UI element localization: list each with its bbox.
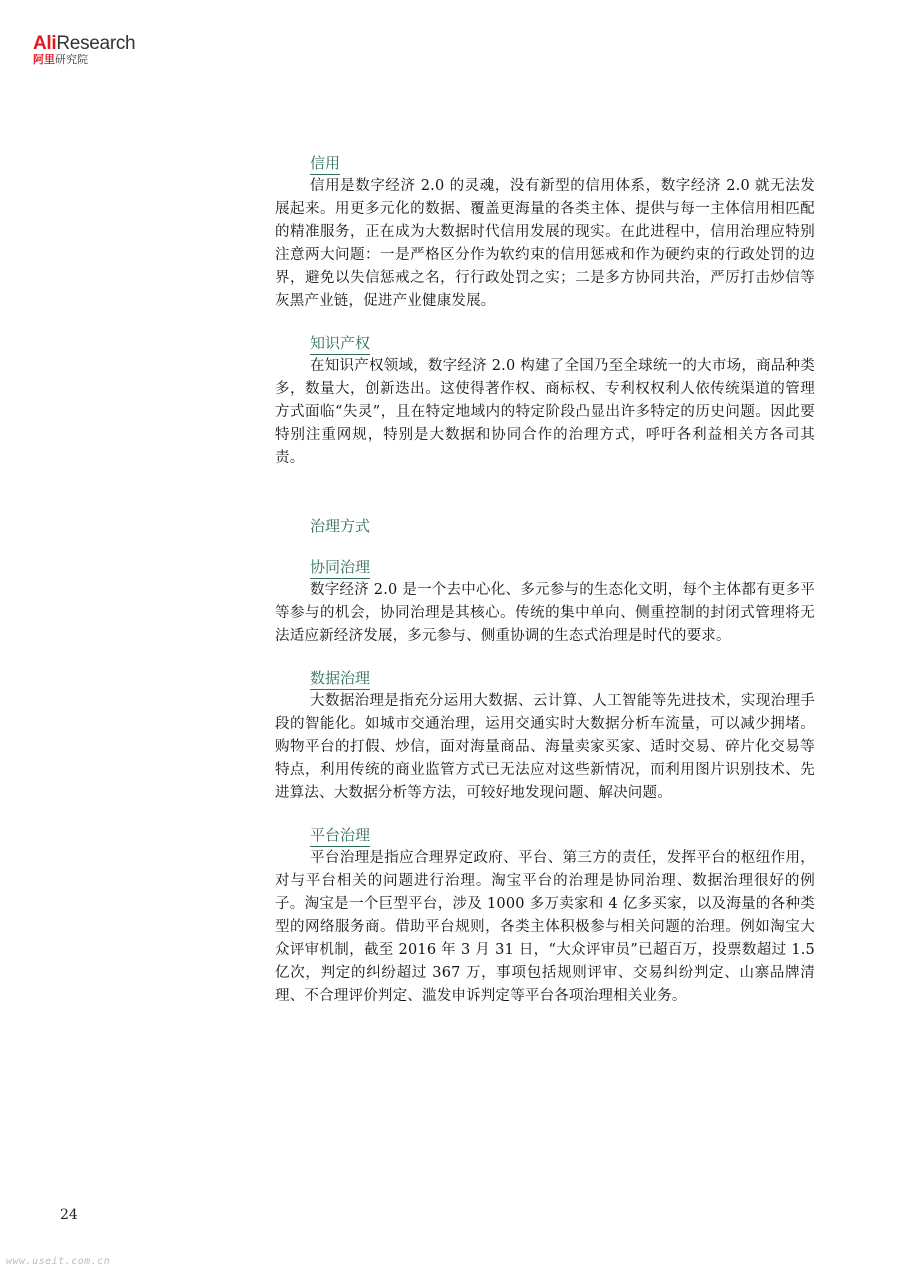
section-platform <box>275 824 815 1008</box>
section-collaborative <box>275 556 815 648</box>
logo-cn-red: 阿里 <box>33 53 55 66</box>
main-content <box>275 152 815 1027</box>
watermark: www.useit.com.cn <box>6 1256 111 1267</box>
section-data <box>275 667 815 805</box>
section-paragraph: 在知识产权领域，数字经济 2.0 构建了全国乃至全球统一的大市场，商品种类多，数量大，创新迭出。这使得著作权、商标权、专利权权利人依传统渠道的管理方式面临“失灵”，且在特定地域内的特定阶段凸显出许多特定的历史问题。因此要特别注重网规，特别是大数据和协同合作的治理方式，呼吁各利益相关方各司其责。 <box>275 358 815 466</box>
section-governance-title <box>275 515 815 537</box>
logo-research: Research <box>56 33 136 54</box>
section-paragraph: 信用是数字经济 2.0 的灵魂，没有新型的信用体系，数字经济 2.0 就无法发展起来。用更多元化的数据、覆盖更海量的各类主体、提供与每一主体信用相匹配的精准服务，正在成为大数据时代信用发展的现实。在此进程中，信用治理应特别注意两大问题：一是严格区分作为软约束的信用惩戒和作为硬约束的行政处罚的边界，避免以失信惩戒之名，行行政处罚之实；二是多方协同共治，严厉打击炒信等灰黑产业链，促进产业健康发展。 <box>275 178 815 309</box>
section-heading: 信用 <box>310 152 340 175</box>
section-paragraph: 数字经济 2.0 是一个去中心化、多元参与的生态化文明，每个主体都有更多平等参与的机会，协同治理是其核心。传统的集中单向、侧重控制的封闭式管理将无法适应新经济发展，多元参与、侧重协调的生态式治理是时代的要求。 <box>275 582 815 644</box>
section-ip <box>275 332 815 470</box>
aliresearch-logo <box>33 34 135 65</box>
logo-wordmark <box>33 34 135 53</box>
section-credit <box>275 152 815 313</box>
page-number: 24 <box>60 1207 78 1223</box>
logo-ali: Ali <box>33 33 57 54</box>
spacer <box>275 489 815 515</box>
section-heading: 数据治理 <box>310 667 370 690</box>
section-paragraph: 大数据治理是指充分运用大数据、云计算、人工智能等先进技术，实现治理手段的智能化。如城市交通治理，运用交通实时大数据分析车流量，可以减少拥堵。购物平台的打假、炒信，面对海量商品、海量卖家买家、适时交易、碎片化交易等特点，利用传统的商业监管方式已无法应对这些新情况，而利用图片识别技术、先进算法、大数据分析等方法，可较好地发现问题、解决问题。 <box>275 693 815 801</box>
section-paragraph: 平台治理是指应合理界定政府、平台、第三方的责任，发挥平台的枢纽作用，对与平台相关的问题进行治理。淘宝平台的治理是协同治理、数据治理很好的例子。淘宝是一个巨型平台，涉及 1000 多万卖家和 4 亿多买家，以及海量的各种类型的网络服务商。借助平台规则，各类主体积极参与相关问题的治理。例如淘宝大众评审机制，截至 2016 年 3 月 31 日，“大众评审员”已超百万，投票数超过 1.5 亿次，判定的纠纷超过 367 万，事项包括规则评审、交易纠纷判定、山寨品牌清理、不合理评价判定、滥发申诉判定等平台各项治理相关业务。 <box>275 850 815 1004</box>
section-title: 治理方式 <box>310 517 371 535</box>
section-heading: 知识产权 <box>310 332 370 355</box>
logo-cn-rest: 研究院 <box>55 53 88 66</box>
logo-chinese <box>33 54 135 65</box>
section-heading: 协同治理 <box>310 556 370 579</box>
section-heading: 平台治理 <box>310 824 370 847</box>
